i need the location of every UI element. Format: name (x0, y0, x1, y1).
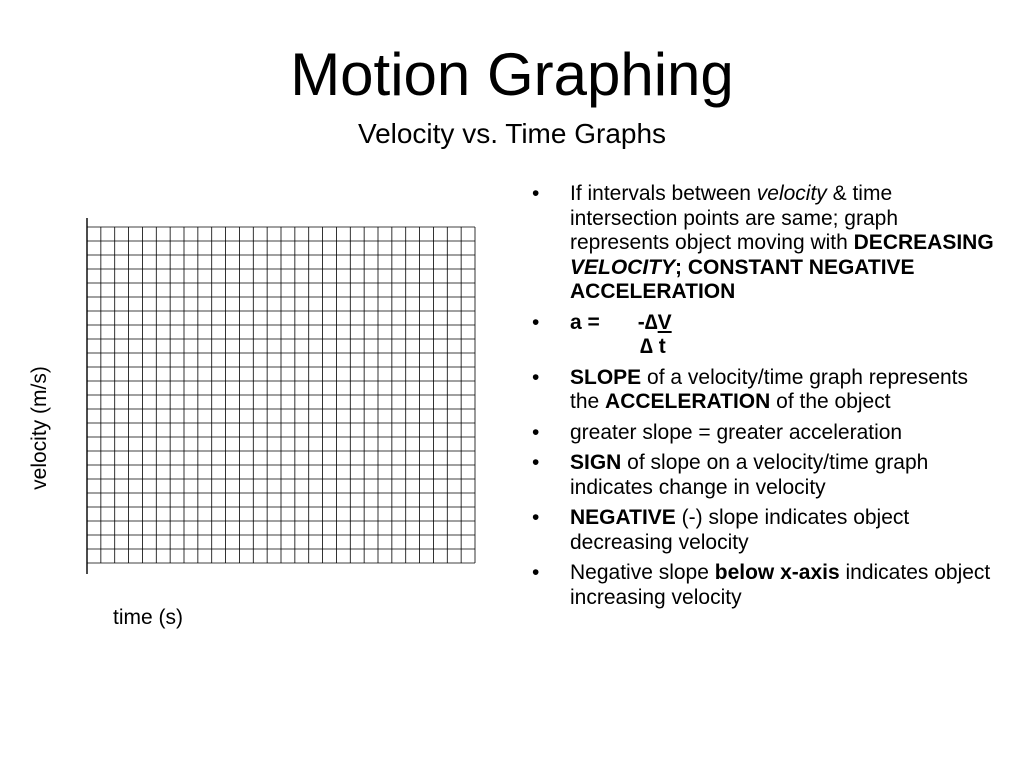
bullet-item: • NEGATIVE (-) slope indicates object decreasing velocity (530, 506, 1000, 555)
bullet-item: • If intervals between velocity & time intersection points are same; graph represents object moving with DECREASING VELOCITY; CONSTANT NEGATIVE ACCELERATION (530, 182, 1000, 305)
acceleration-formula: • a = -∆V (530, 311, 1000, 336)
bullet-item: • SIGN of slope on a velocity/time graph indicates change in velocity (530, 451, 1000, 500)
slide-title: Motion Graphing (290, 41, 734, 108)
slide-subtitle: Velocity vs. Time Graphs (357, 118, 667, 149)
y-axis-label: velocity (m/s) (28, 366, 51, 490)
bullet-item: • SLOPE of a velocity/time graph represents the ACCELERATION of the object (530, 366, 1000, 415)
x-axis-label: time (s) (113, 606, 183, 629)
acceleration-formula-denominator: ∆ t (640, 335, 666, 358)
bullet-item: • greater slope = greater acceleration (530, 421, 1000, 446)
graph-grid (82, 218, 482, 574)
bullet-list (530, 182, 1000, 616)
bullet-item: • Negative slope below x-axis indicates object increasing velocity (530, 561, 1000, 610)
graph-grid-svg (82, 218, 482, 574)
